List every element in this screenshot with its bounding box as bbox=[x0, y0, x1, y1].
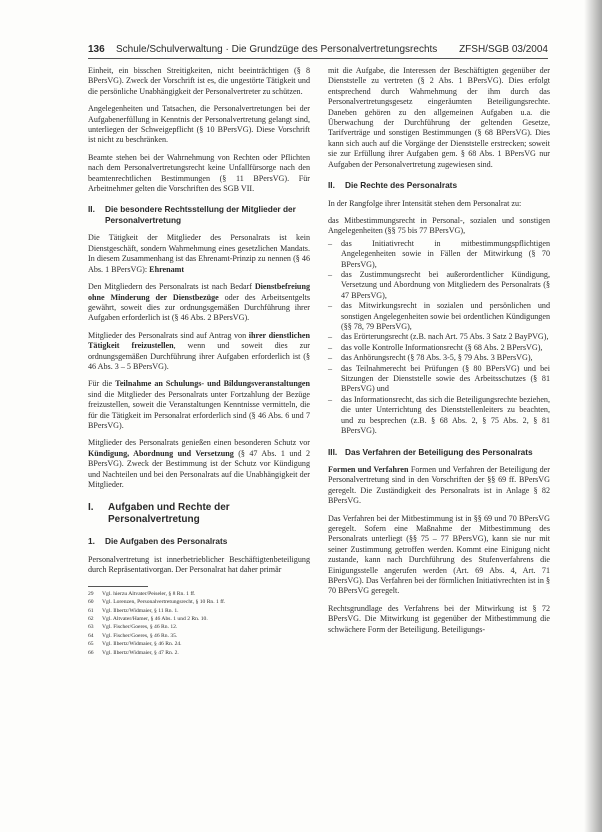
footnote: 64 Vgl. Fischer/Goeres, § 46 Rn. 35. bbox=[88, 632, 178, 639]
footnote: 60 Vgl. Lorenzen, Personalvertretungsrecht, § 10 Rn. 1 ff. bbox=[88, 599, 226, 606]
section-number: III. bbox=[328, 446, 338, 457]
page-number: 136 bbox=[88, 44, 105, 55]
chapter-title: Aufgaben und Rechte der Personalvertretung bbox=[108, 502, 230, 526]
running-title: Schule/Schulverwaltung · Die Grundzüge des Personalvertretungsrechts bbox=[116, 44, 438, 55]
paragraph: In der Rangfolge ihrer Intensität stehen dem Personalrat zu: bbox=[328, 198, 522, 208]
footnote: 63 Vgl. Fischer/Goeres, § 46 Rn. 12. bbox=[88, 624, 178, 631]
footnote: 66 Vgl. Ilbertz/Widmaier, § 47 Rn. 2. bbox=[88, 649, 179, 656]
list-item: – das Erörterungsrecht (z.B. nach Art. 75 Abs. 3 Satz 2 BayPVG), bbox=[328, 332, 550, 342]
section-heading bbox=[88, 204, 310, 225]
paragraph: mit die Aufgabe, die Interessen der Beschäftigten gegenüber der Dienststelle zu vertreten (§ 2 Abs. 1 BPersVG). Dies erfolgt entsprechend durch Wahrnehmung der ihm durch das Personalvertretungsgesetz eingeräumten Beteiligungsrechte. Daneben gehören zu den allgemeinen Aufgaben u.a. die Überwachung der Durchführung der geltenden Gesetze, Tarifverträge und sonstigen Bestimmungen (§ 68 BPersVG). Dies kann sich auch auf die Vorgänge der Dienststelle erstrecken; soweit sie zur Erfüllung ihrer Aufgaben gem. § 68 Abs. 1 BPersVG nur Aufgaben der Personalvertretung zugewiesen sind. bbox=[328, 66, 550, 169]
paragraph: Mitglieder des Personalrats sind auf Antrag von ihrer dienstlichen Tätigkeit freizustellen, wenn und soweit dies zur ordnungsgemäßen Durchführung ihrer Aufgaben erforderlich ist (§ 46 Abs. 3 – 5 BPersVG). bbox=[88, 330, 310, 371]
section-title: Das Verfahren der Beteiligung des Personalrats bbox=[345, 446, 533, 457]
footnote: 29 Vgl. hierzu Altvater/Peiseler, § 8 Rn. 1 ff. bbox=[88, 590, 196, 597]
paragraph: Das Verfahren bei der Mitbestimmung ist in §§ 69 und 70 BPersVG geregelt. Sofern eine Maßnahme der Mitbestimmung des Personalrats unterliegt (§§ 75 – 77 BPersVG), kann sie nur mit seiner Zustimmung getroffen werden. Kommt eine Einigung nicht zustande, kann nach Durchführung des Stufenverfahrens die Einigungsstelle angerufen werden (Art. 69 Abs. 4, Art. 71 BPersVG). Das Verfahren bei der förmlichen Initiativrechten ist in § 70 BPersVG geregelt. bbox=[328, 513, 550, 596]
paragraph: Mitglieder des Personalrats genießen einen besonderen Schutz vor Kündigung, Abordnung und Versetzung (§ 47 Abs. 1 und 2 BPersVG). Zweck der Bestimmung ist der Schutz vor Kündigung und Nachteilen und bei den Personalrats auf die Unabhängigkeit der Mitglieder. bbox=[88, 438, 310, 489]
list-item: – das Zustimmungsrecht bei außerordentlicher Kündigung, Versetzung und Abordnung von Mitgliedern des Personalrats (§ 47 BPersVG), bbox=[328, 270, 550, 301]
footnote-separator bbox=[88, 586, 148, 587]
paragraph: Die Tätigkeit der Mitglieder des Personalrats ist kein Dienstgeschäft, sondern Wahrnehmung eines gesetzlichen Mandats. In diesem Zusammenhang ist das Ehrenamt-Prinzip zu nennen (§ 46 Abs. 1 BPersVG): Ehrenamt bbox=[88, 233, 310, 274]
right-column bbox=[328, 66, 550, 642]
footnote: 62 Vgl. Altvater/Hamer, § 46 Abs. 1 und 2 Rn. 10. bbox=[88, 615, 208, 622]
section-title: Die Rechte des Personalrats bbox=[345, 180, 458, 191]
running-header bbox=[88, 44, 548, 59]
footnote: 65 Vgl. Ilbertz/Widmaier, § 46 Rn. 24. bbox=[88, 641, 182, 648]
paragraph: Beamte stehen bei der Wahrnehmung von Rechten oder Pflichten nach dem Personalvertretungsrecht keine Unfallfürsorge nach den beamtenrechtlichen Bestimmungen (§ 11 BPersVG). Für Arbeitnehmer gelten die Vorschriften des SGB VII. bbox=[88, 152, 310, 194]
section-heading bbox=[328, 447, 550, 458]
list-item: – das Informationsrecht, das sich die Beteiligungsrechte beziehen, die unter Unterrichtung des Dienststellenleiters zu beachten, und zu besprechen (z.B. § 68 Abs. 2, § 75 Abs. 2, § 81 BPersVG). bbox=[328, 395, 550, 437]
list-item: – das Mitwirkungsrecht in sozialen und persönlichen und sonstigen Angelegenheiten sowie bei ordentlichen Kündigungen (§§ 78, 79 BPersVG), bbox=[328, 301, 550, 332]
chapter-heading bbox=[88, 502, 310, 526]
paragraph: Personalvertretung ist innerbetrieblicher Beschäftigtenbeteiligung durch Repräsentativorgan. Der Personalrat hat daher primär bbox=[88, 554, 310, 575]
paragraph: Formen und Verfahren Formen und Verfahren der Beteiligung der Personalvertretung sind in den Vorschriften der §§ 69 ff. BPersVG geregelt. Die Zuständigkeit des Personalrats ist in Anlage § 82 BPersVG. bbox=[328, 465, 550, 506]
section-title: Die besondere Rechtsstellung der Mitglieder der Personalvertretung bbox=[105, 204, 296, 225]
section-number: II. bbox=[88, 204, 95, 215]
section-title: Die Aufgaben des Personalrats bbox=[105, 536, 228, 547]
page-edge-shadow bbox=[584, 0, 602, 832]
left-column bbox=[88, 66, 310, 657]
section-number: 1. bbox=[88, 536, 95, 547]
section-heading bbox=[328, 180, 550, 191]
paragraph: Den Mitgliedern des Personalrats ist nach Bedarf Dienstbefreiung ohne Minderung der Dienstbezüge oder des Arbeitsentgelts gewährt, soweit dies zur ordnungsgemäßen Durchführung ihrer Aufgaben erforderlich ist (§ 46 Abs. 2 BPersVG). bbox=[88, 282, 310, 323]
paragraph: Für die Teilnahme an Schulungs- und Bildungsveranstaltungen sind die Mitglieder des Personalrats unter Fortzahlung der Bezüge freizustellen, soweit die Veranstaltungen Kenntnisse vermitteln, die für die Tätigkeit im Personalrat erforderlich sind (§ 46 Abs. 6 und 7 BPersVG). bbox=[88, 379, 311, 430]
list-item: – das Anhörungsrecht (§ 78 Abs. 3-5, § 79 Abs. 3 BPersVG), bbox=[328, 353, 550, 363]
list-item: – das Initiativrecht in mitbestimmungspflichtigen Angelegenheiten sowie in Fällen der Mitwirkung (§ 70 BPersVG), bbox=[328, 239, 550, 270]
paragraph: Rechtsgrundlage des Verfahrens bei der Mitwirkung ist § 72 BPersVG. Die Mitwirkung ist gegenüber der Mitbestimmung die schwächere Form der Beteiligung. Beteiligungs- bbox=[328, 603, 550, 634]
journal-reference: ZFSH/SGB 03/2004 bbox=[459, 44, 548, 55]
paragraph: Angelegenheiten und Tatsachen, die Personalvertretungen bei der Aufgabenerfüllung in Kenntnis der Personalvertretung gelangt sind, unterliegen der Schweigepflicht (§ 10 BPersVG). Diese Vorschrift ist nicht zu beschränken. bbox=[88, 104, 310, 145]
footnotes bbox=[88, 590, 310, 657]
section-number: II. bbox=[328, 180, 335, 191]
paragraph: Einheit, ein bisschen Streitigkeiten, nicht beeinträchtigen (§ 8 BPersVG). Zweck der Vorschrift ist es, die ungestörte Tätigkeit und die persönliche Unabhängigkeit der Personalvertreter zu schützen. bbox=[88, 66, 310, 96]
list-item: – das Teilnahmerecht bei Prüfungen (§ 80 BPersVG) und bei Sitzungen der Dienststelle sowie des Arbeitsschutzes (§ 81 BPersVG) und bbox=[328, 364, 550, 395]
footnote: 61 Vgl. Ilbertz/Widmaier, § 11 Rn. 1. bbox=[88, 607, 179, 614]
chapter-number: I. bbox=[88, 502, 94, 514]
rights-list bbox=[328, 239, 550, 437]
list-item: – das volle Kontrolle Informationsrecht (§ 68 Abs. 2 BPersVG), bbox=[328, 343, 550, 353]
section-heading bbox=[88, 536, 310, 547]
paragraph: das Mitbestimmungsrecht in Personal-, sozialen und sonstigen Angelegenheiten (§§ 75 bis 77 BPersVG), bbox=[328, 215, 550, 236]
